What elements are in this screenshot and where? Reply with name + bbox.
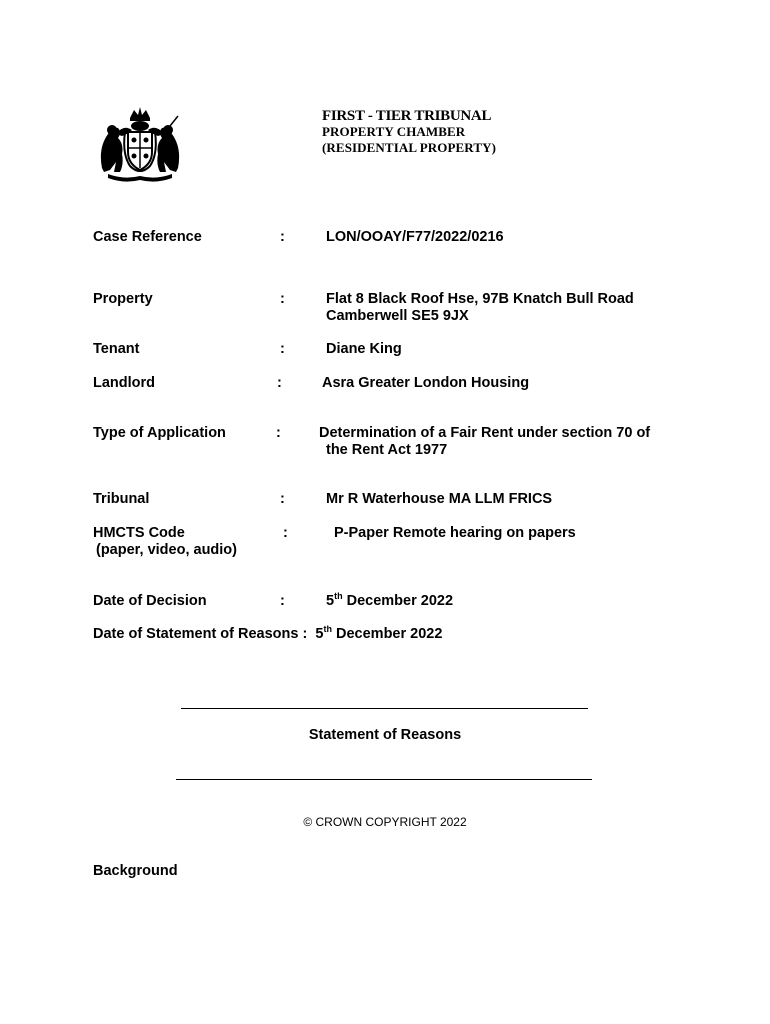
hmcts-code-value: P-Paper Remote hearing on papers <box>334 525 576 541</box>
landlord-value: Asra Greater London Housing <box>322 375 530 391</box>
date-of-decision-value <box>326 593 453 610</box>
landlord-label: Landlord <box>93 375 156 391</box>
colon: : <box>280 491 285 507</box>
day: 5 <box>326 593 335 609</box>
date-of-decision-label: Date of Decision <box>93 593 207 609</box>
day-suffix: th <box>334 591 343 602</box>
colon: : <box>280 229 285 245</box>
day: 5 <box>315 626 324 642</box>
property-value-line2: Camberwell SE5 9JX <box>326 308 469 324</box>
case-reference-value: LON/OOAY/F77/2022/0216 <box>326 229 504 245</box>
colon: : <box>302 626 308 642</box>
division-name: (RESIDENTIAL PROPERTY) <box>322 140 497 155</box>
date-of-reasons-label: Date of Statement of Reasons <box>93 626 299 642</box>
hmcts-code-label: HMCTS Code <box>93 525 185 541</box>
tenant-label: Tenant <box>93 341 140 357</box>
month-year: December 2022 <box>346 593 454 609</box>
royal-coat-of-arms-icon <box>94 104 186 182</box>
colon: : <box>276 425 281 441</box>
colon: : <box>283 525 288 541</box>
colon: : <box>280 341 285 357</box>
date-of-reasons-row <box>93 626 442 643</box>
property-value-line1: Flat 8 Black Roof Hse, 97B Knatch Bull Road <box>326 291 634 307</box>
tribunal-label: Tribunal <box>93 491 150 507</box>
tribunal-heading <box>322 108 496 156</box>
tribunal-name: FIRST - TIER TRIBUNAL <box>322 108 492 124</box>
case-reference-label: Case Reference <box>93 229 202 245</box>
copyright-notice: © CROWN COPYRIGHT 2022 <box>303 815 467 829</box>
hmcts-code-sublabel: (paper, video, audio) <box>96 542 237 558</box>
divider-top <box>181 708 588 709</box>
type-of-application-value-line1: Determination of a Fair Rent under section 70 of <box>319 425 651 441</box>
statement-title: Statement of Reasons <box>308 727 462 743</box>
property-label: Property <box>93 291 153 307</box>
section-heading-background: Background <box>93 863 178 879</box>
tribunal-value: Mr R Waterhouse MA LLM FRICS <box>326 491 553 507</box>
type-of-application-label: Type of Application <box>93 425 226 441</box>
colon: : <box>280 291 285 307</box>
chamber-name: PROPERTY CHAMBER <box>322 124 466 139</box>
colon: : <box>280 593 285 609</box>
tenant-value: Diane King <box>326 341 402 357</box>
colon: : <box>277 375 282 391</box>
day-suffix: th <box>323 624 332 635</box>
type-of-application-value-line2: the Rent Act 1977 <box>326 442 448 458</box>
month-year: December 2022 <box>336 626 443 642</box>
divider-bottom <box>176 779 592 780</box>
